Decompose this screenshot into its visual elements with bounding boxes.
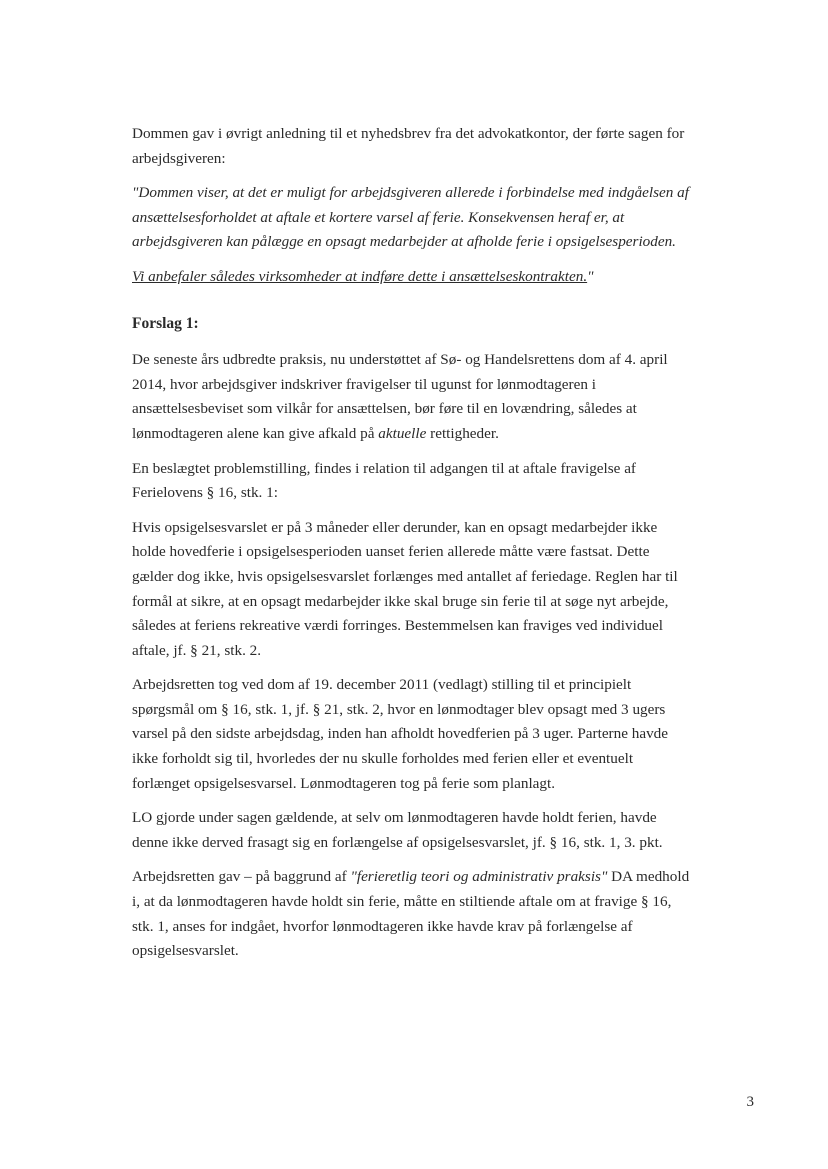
intro-paragraph: Dommen gav i øvrigt anledning til et nyhedsbrev fra det advokatkontor, der førte sagen for arbejdsgiveren: (132, 125, 685, 167)
conclusion-text: Arbejdsretten gav – på baggrund af (132, 868, 351, 886)
rule-paragraph: Hvis opsigelsesvarslet er på 3 måneder eller derunder, kan en opsagt medarbejder ikke holde hovedferie i opsigelsesperioden uanset ferien allerede måtte være fastsat. Dette gælder dog ikke, hvis opsigelsesvarslet forlænges med antallet af feriedage. Reglen har til formål at sikre, at en opsagt medarbejder ikke skal bruge sin ferie til at søge nyt arbejde, således at feriens rekreative værdi forringes. Bestemmelsen kan fraviges ved individuel aftale, jf. § 21, stk. 2. (132, 518, 678, 659)
proposal-text-end: rettigheder. (426, 424, 499, 442)
quote-text: Dommen viser, at det er muligt for arbejdsgiveren allerede i forbindelse med indgåelsen af ansættelsesforholdet at aftale et kortere varsel af ferie. Konsekvensen heraf er, at arbejdsgiveren kan pålægge en opsagt medarbejder at afholde ferie i opsigelsesperioden. (132, 184, 689, 251)
conclusion-text-end: DA medhold i, at da lønmodtageren havde holdt sin ferie, måtte en stiltiende aftale om at fravige § 16, stk. 1, anses for indgået, hvorfor lønmodtageren ikke havde krav på forlængelse af opsigelsesvarslet. (132, 868, 690, 960)
court-ruling-paragraph: Arbejdsretten tog ved dom af 19. december 2011 (vedlagt) stilling til et principielt spørgsmål om § 16, stk. 1, jf. § 21, stk. 2, hvor en lønmodtager blev opsagt med 3 ugers varsel på den sidste arbejdsdag, inden han afholdt hovedferien på 3 uger. Parterne havde ikke forholdt sig til, hvorledes der nu skulle forholdes med ferien eller et eventuelt forlænget opsigelsesvarsel. Lønmodtageren tog på ferie som planlagt. (132, 676, 669, 792)
related-issue-paragraph: En beslægtet problemstilling, findes i relation til adgangen til at aftale fravigelse af Ferielovens § 16, stk. 1: (132, 459, 636, 502)
conclusion-emphasis: "ferieretlig teori og administrativ praksis" (350, 868, 608, 886)
lo-argument-paragraph: LO gjorde under sagen gældende, at selv om lønmodtageren havde holdt ferien, havde denne ikke derved frasagt sig en forlængelse af opsigelsesvarslet, jf. § 16, stk. 1, 3. pkt. (132, 809, 663, 851)
court-conclusion-paragraph (132, 865, 692, 963)
quote-underlined-text: Vi anbefaler således virksomheder at indføre dette i ansættelseskontrakten. (132, 267, 588, 285)
newsletter-quote-recommendation (132, 265, 692, 290)
section-heading: Forslag 1: (132, 314, 199, 332)
proposal-emphasis: aktuelle (378, 424, 427, 442)
page-number: 3 (746, 1094, 754, 1110)
newsletter-quote (132, 181, 692, 255)
proposal-paragraph (132, 348, 692, 446)
proposal-text: De seneste års udbredte praksis, nu understøttet af Sø- og Handelsrettens dom af 4. april 2014, hvor arbejdsgiver indskriver fravigelser til ugunst for lønmodtageren i ansættelsesbeviset som vilkår for ansættelsen, bør føre til en lovændring, således at lønmodtageren alene kan give afkald på (132, 351, 668, 442)
document-body (132, 122, 692, 974)
quote-open-mark: " (132, 184, 139, 202)
quote-close-mark: " (587, 267, 594, 285)
